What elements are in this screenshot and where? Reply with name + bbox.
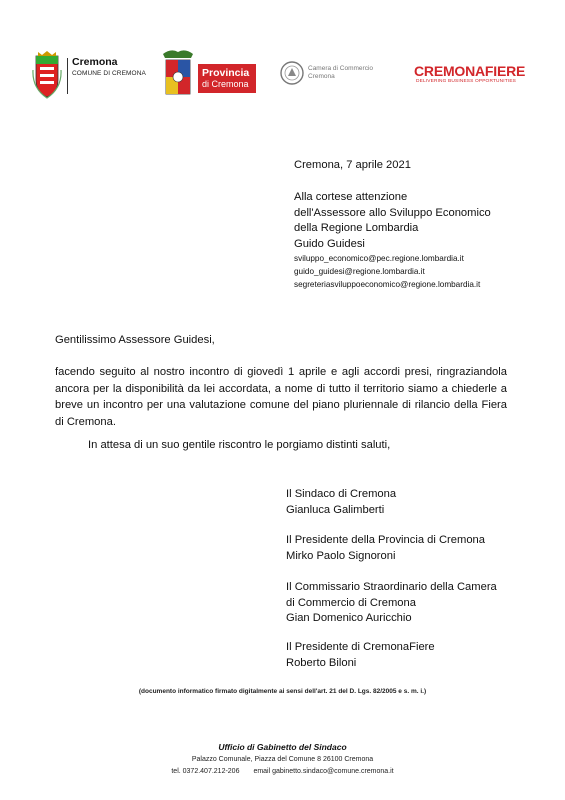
letter-date: Cremona, 7 aprile 2021 [294,159,411,171]
signatory-role: Il Presidente di CremonaFiere [286,641,435,653]
recipient-emails [294,252,480,291]
signatory-name: Gianluca Galimberti [286,503,385,516]
body-paragraph: facendo seguito al nostro incontro di giovedì 1 aprile e agli accordi presi, ringraziandola ancora per la disponibilità da lei accordata, a nome di tutto il territorio siamo a chiederle a breve un incontro per una valutazione comune del piano pluriennale di rilancio della Fiera di Cremona. [55,366,507,428]
signatory-name: Roberto Biloni [286,656,357,669]
cremonafiere-logo-name: CREMONAFIERE [414,63,526,79]
signatory-provincia [286,533,485,564]
signatory-sindaco [286,487,396,518]
closing-line: In attesa di un suo gentile riscontro le porgiamo distinti saluti, [88,439,391,451]
office-contacts [0,768,565,775]
signatory-role-continued: di Commercio di Cremona [286,596,416,609]
salutation: Gentilissimo Assessore Guidesi, [55,334,215,346]
cremonafiere-logo [413,63,538,93]
provincia-logo-line2: di Cremona [202,79,249,89]
signatory-name: Mirko Paolo Signoroni [286,549,396,562]
comune-cremona-logo [32,50,150,100]
cremona-crest-icon [32,50,62,100]
cremona-logo-subtitle: COMUNE DI CREMONA [72,70,146,77]
office-title: Ufficio di Gabinetto del Sindaco [218,742,347,752]
email-link[interactable]: sviluppo_economico@pec.regione.lombardia.it [294,254,464,263]
office-address: Palazzo Comunale, Piazza del Comune 8 26100 Cremona [191,756,374,763]
signatory-name: Gian Domenico Auricchio [286,612,412,624]
digital-signature-note: (documento informatico firmato digitalmente ai sensi dell'art. 21 del D. Lgs. 82/2005 e s. m. i.) [138,688,427,695]
provincia-cremona-logo [161,48,257,98]
provincia-crest-icon [161,48,195,98]
signatory-role: Il Commissario Straordinario della Camera [286,581,497,593]
recipient-line: Guido Guidesi [294,237,365,250]
camera-seal-icon [280,60,304,86]
logo-divider [67,58,68,94]
camera-logo-line1: Camera di Commercio [308,65,374,72]
signatory-cremonafiere [286,640,435,671]
recipient-line: Alla cortese attenzione [294,191,408,203]
signatory-role: Il Sindaco di Cremona [286,488,397,500]
office-email[interactable]: email gabinetto.sindaco@comune.cremona.it [253,768,394,775]
camera-commercio-logo [280,60,396,90]
cremona-logo-name: Cremona [72,56,118,68]
provincia-logo-line1: Provincia [202,67,250,79]
signatory-camera [286,580,497,627]
recipient-line: della Regione Lombardia [294,222,419,234]
signatory-role: Il Presidente della Provincia di Cremona [286,534,485,546]
email-link[interactable]: segreteriasviluppoeconomico@regione.lombardia.it [294,280,481,289]
recipient-block [294,190,491,252]
email-link[interactable]: guido_guidesi@regione.lombardia.it [294,267,425,276]
recipient-line: dell'Assessore allo Sviluppo Economico [294,206,491,219]
camera-logo-line2: Cremona [308,73,335,80]
cremonafiere-logo-tagline: DELIVERING BUSINESS OPPORTUNITIES [416,79,517,84]
office-phone: tel. 0372.407.212-206 [171,768,240,775]
